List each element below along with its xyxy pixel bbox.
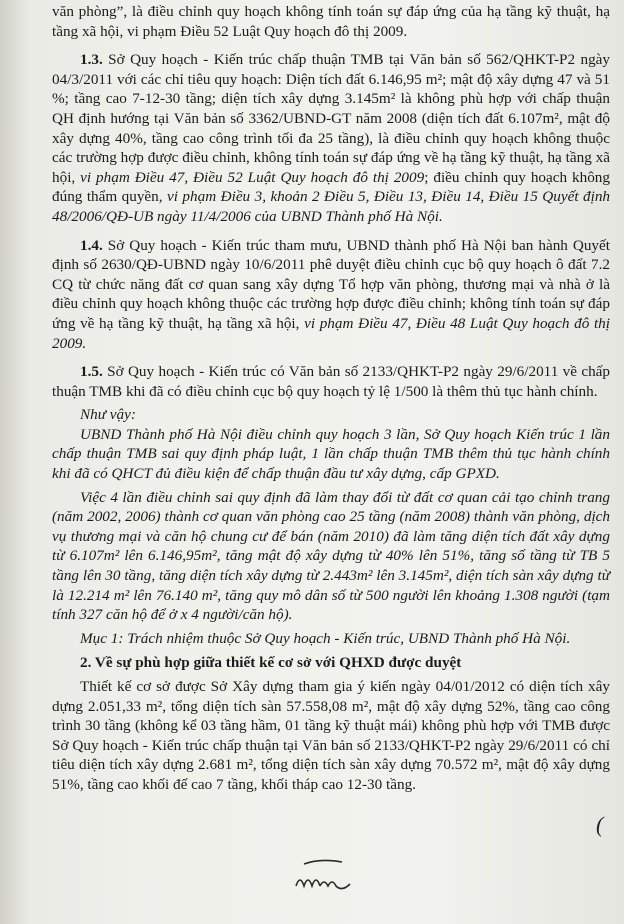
intro-text: văn phòng”, là điều chỉnh quy hoạch không tính toán sự đáp ứng của hạ tầng kỹ thuật, hạ tầng xã hội, vi phạm Điều 52 Luật Quy hoạch đô thị 2009. [52, 3, 610, 40]
section-1-5 [52, 362, 610, 401]
handwritten-initials-icon [290, 856, 360, 900]
section-1-3 [52, 50, 610, 226]
section-2-text: Thiết kế cơ sở được Sở Xây dựng tham gia ý kiến ngày 04/01/2012 có diện tích xây dựng 2.051,33 m², tổng diện tích sàn 57.558,08 m², mật độ xây dựng 52%, tầng cao công trình 30 tầng (không kể 03 tầng hầm, 01 tầng kỹ thuật mái) không phù hợp với TMB được Sở Quy hoạch - Kiến trúc chấp thuận tại Văn bản số 2133/QHKT-P2 ngày 29/6/2011 có chỉ tiêu diện tích xây dựng 2.681 m², tổng diện tích sàn xây dựng 70.572 m², mật độ xây dựng 51%, tầng cao khối đế cao 7 tầng, khối tháp cao 12-30 tầng. [52, 678, 610, 793]
section-1-3-text-b: ; điều chỉnh quy hoạch không đúng thẩm quyền, [52, 168, 610, 206]
section-1-4-italic: vi phạm Điều 47, Điều 48 Luật Quy hoạch đô thị 2009. [52, 314, 610, 352]
margin-handwritten-mark: ( [596, 812, 604, 837]
section-1-3-italic-b: vi phạm Điều 3, khoản 2 Điều 5, Điều 13, Điều 14, Điều 15 Quyết định 48/2006/QĐ-UB ngày 11/4/2006 của UBND Thành phố Hà Nội. [52, 188, 611, 225]
section-1-3-text-a: Sở Quy hoạch - Kiến trúc chấp thuận TMB tại Văn bản số 562/QHKT-P2 ngày 04/3/2011 với các chỉ tiêu quy hoạch: Diện tích đất 6.146,95 m²; mật độ xây dựng 47 và 51 %; tầng cao 7-12-30 tầng; diện tích xây dựng 3.145m² là không phù hợp với chấp thuận QH định hướng tại Văn bản số 3362/UBND-GT năm 2008 (diện tích đất 6.107m², mật độ xây dựng 40%, tầng cao công trình tối đa 25 tầng), là điều chỉnh quy hoạch không thuộc các trường hợp được điều chỉnh, không tính toán sự đáp ứng về hạ tầng kỹ thuật, hạ tầng xã hội, [52, 51, 610, 186]
conclusion-paragraph-1: UBND Thành phố Hà Nội điều chỉnh quy hoạch 3 lần, Sở Quy hoạch Kiến trúc 1 lần chấp thuận TMB sai quy định pháp luật, 1 lần chấp thuận TMB thêm thủ tục hành chính khi đã có QHCT đủ điều kiện để chấp thuận đầu tư xây dựng, cấp GPXD. [52, 425, 610, 483]
conclusion-heading: Như vậy: [80, 406, 136, 424]
section-1-4 [52, 236, 610, 354]
section-1-3-label: 1.3. [80, 51, 103, 69]
section-1-4-text: Sở Quy hoạch - Kiến trúc tham mưu, UBND thành phố Hà Nội ban hành Quyết định số 2630/QĐ-UBND ngày 10/6/2011 phê duyệt điều chỉnh cục bộ quy hoạch ô đất 7.2 CQ từ chức năng đất cơ quan sang xây dựng Tổ hợp văn phòng, thương mại và nhà ở là điều chỉnh quy hoạch không thuộc các trường hợp được điều chỉnh; không tính toán sự đáp ứng về hạ tầng kỹ thuật, hạ tầng xã hội, [52, 236, 610, 332]
section-1-4-label: 1.4. [80, 236, 103, 254]
section-1-3-italic-a: vi phạm Điều 47, Điều 52 Luật Quy hoạch đô thị 2009 [80, 168, 425, 186]
section-1-5-label: 1.5. [80, 363, 103, 381]
page-shadow [0, 0, 28, 924]
section-2-heading: 2. Về sự phù hợp giữa thiết kế cơ sở với QHXD được duyệt [80, 654, 462, 672]
intro-paragraph [52, 2, 610, 41]
conclusion-paragraph-3: Mục 1: Trách nhiệm thuộc Sở Quy hoạch - Kiến trúc, UBND Thành phố Hà Nội. [80, 629, 571, 647]
section-1-5-text: Sở Quy hoạch - Kiến trúc có Văn bản số 2133/QHKT-P2 ngày 29/6/2011 về chấp thuận TMB khi đã có điều chỉnh cục bộ quy hoạch tỷ lệ 1/500 là thêm thủ tục hành chính. [52, 363, 610, 400]
conclusion-paragraph-2: Việc 4 lần điều chỉnh sai quy định đã làm thay đổi từ đất cơ quan cải tạo chỉnh trang (năm 2002, 2006) thành cơ quan văn phòng cao 25 tầng (năm 2008) thành văn phòng, dịch vụ thương mại và căn hộ chung cư để bán (năm 2010) đã làm tăng diện tích đất xây dựng từ 6.107m² lên 6.146,95m², tăng mật độ xây dựng từ 40% lên 51%, tăng số tầng từ TB 5 tầng lên 30 tầng, tăng diện tích xây dựng từ 2.443m² lên 3.145m², diện tích sàn xây dựng từ là 12.214 m² lên 76.140 m², tăng quy mô dân số từ 500 người lên khoảng 1.308 người (tạm tính 327 căn hộ để ở x 4 người/căn hộ). [52, 488, 610, 624]
